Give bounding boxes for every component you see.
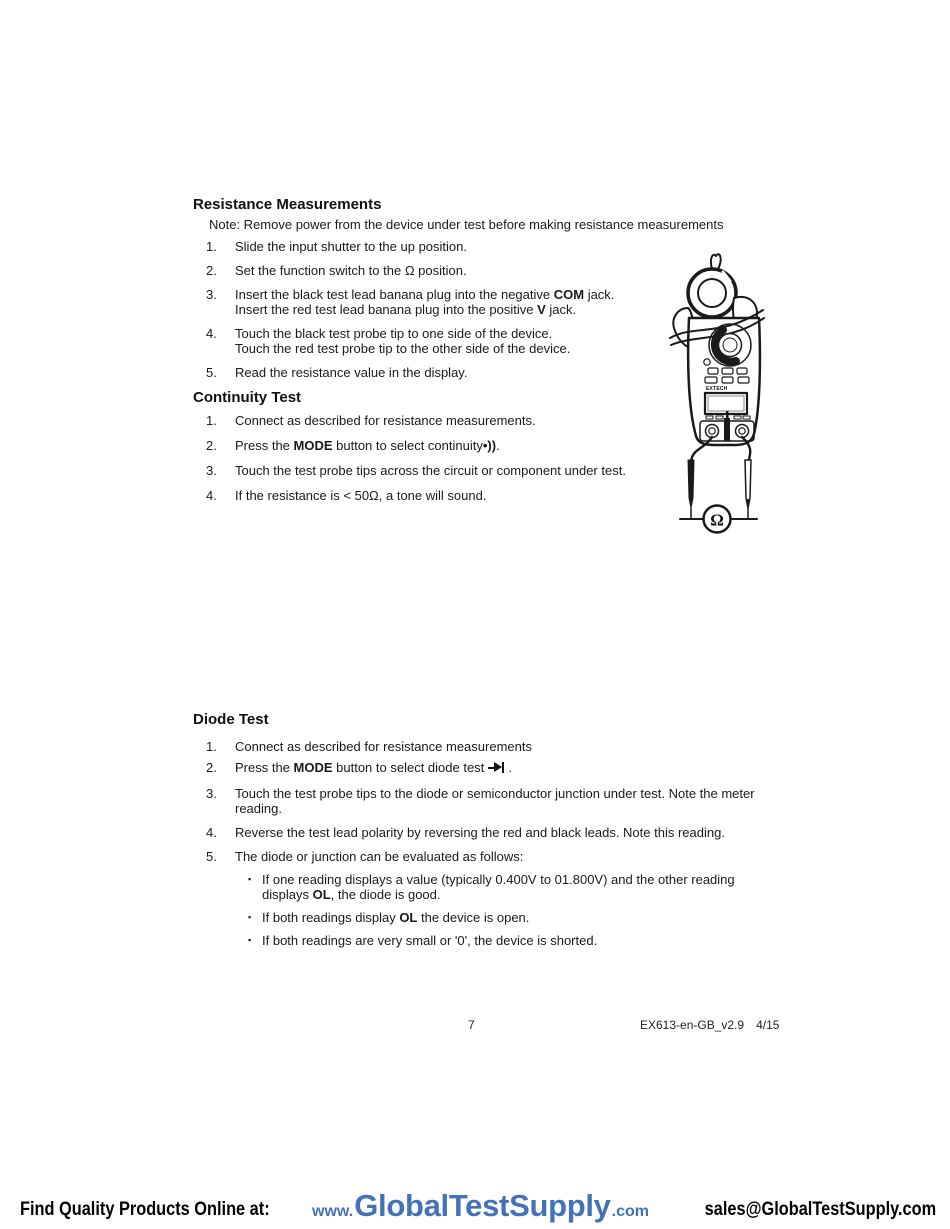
meter-brand-label: EXTECH [706, 386, 728, 392]
diode-icon [488, 762, 505, 773]
global-test-supply-link[interactable] [312, 1188, 649, 1224]
text-line [235, 739, 773, 754]
page-number: 7 [468, 1018, 475, 1032]
item-number: 2. [206, 438, 217, 453]
text-run: Insert the black test lead banana plug into the negative [235, 287, 554, 302]
bullet-item [248, 872, 773, 902]
item-number: 3. [206, 287, 217, 302]
section-diode-test [193, 712, 773, 965]
text-run: COM [553, 287, 585, 302]
url-www: www. [312, 1203, 354, 1220]
text-line [262, 887, 735, 902]
item-number: 5. [206, 365, 217, 380]
list-item [193, 849, 773, 956]
section-note: Note: Remove power from the device under test before making resistance measurements [209, 217, 724, 232]
text-run: Press the [235, 760, 294, 775]
item-text [235, 739, 773, 754]
list-item [193, 786, 773, 816]
bullet-item [248, 910, 773, 925]
bullet-marker: ▪ [248, 912, 252, 922]
text-run: OL [312, 887, 331, 902]
text-run: The diode or junction can be evaluated as follows: [235, 849, 524, 864]
text-line [262, 933, 597, 948]
text-run: Slide the input shutter to the up position. [235, 239, 467, 254]
text-run: Reverse the test lead polarity by reversing the red and black leads. Note this reading. [235, 825, 725, 840]
section-title-resistance: Resistance Measurements [193, 196, 382, 213]
bullet-text [262, 872, 735, 902]
text-run: button to select continuity [332, 438, 483, 453]
text-run: If the resistance is < 50Ω, a tone will sound. [235, 488, 487, 503]
doc-code: EX613-en-GB_v2.9 [640, 1018, 745, 1032]
black-probe [688, 460, 694, 508]
item-number: 5. [206, 849, 217, 864]
item-number: 3. [206, 786, 217, 801]
section-title-diode: Diode Test [193, 711, 269, 728]
item-text [235, 849, 773, 956]
url-brand: GlobalTestSupply [354, 1188, 611, 1223]
item-number: 1. [206, 413, 217, 428]
bullet-marker: ▪ [248, 874, 252, 884]
list-item [193, 760, 773, 775]
item-number: 2. [206, 263, 217, 278]
text-line [235, 849, 773, 864]
text-run: button to select diode test [332, 760, 488, 775]
item-number: 1. [206, 239, 217, 254]
text-run: . [504, 760, 513, 775]
text-run: , the diode is good. [330, 887, 441, 902]
bullet-marker: ▪ [248, 935, 252, 945]
text-run: MODE [293, 760, 333, 775]
list-item [193, 739, 773, 754]
text-run: Insert the red test lead banana plug into the positive [235, 302, 538, 317]
continuity-icon: •)) [482, 438, 497, 453]
bullet-text [262, 910, 529, 925]
text-run: Touch the test probe tips to the diode or semiconductor junction under test. Note the meter [235, 786, 755, 801]
clamp-meter-illustration [650, 248, 790, 540]
text-run: Touch the red test probe tip to the other side of the device. [235, 341, 571, 356]
text-line [262, 910, 529, 925]
omega-symbol: Ω [710, 510, 724, 530]
item-text [235, 825, 773, 840]
bullet-text [262, 933, 597, 948]
section-title-continuity: Continuity Test [193, 389, 302, 406]
text-run: Set the function switch to the Ω position. [235, 263, 467, 278]
bullet-list [235, 872, 773, 948]
document-reference [640, 1018, 779, 1032]
url-tld: .com [611, 1203, 649, 1220]
text-run: If one reading displays a value (typically 0.400V to 01.800V) and the other reading [262, 872, 735, 887]
item-number: 4. [206, 326, 217, 341]
item-number: 1. [206, 739, 217, 754]
text-run: reading. [235, 801, 282, 816]
diode-steps-list [193, 739, 773, 956]
text-run: Touch the black test probe tip to one side of the device. [235, 326, 553, 341]
clamp-jaw-ring [688, 269, 736, 317]
text-run: If both readings display [262, 910, 400, 925]
text-run: Connect as described for resistance measurements [235, 739, 532, 754]
item-number: 2. [206, 760, 217, 775]
list-item [193, 825, 773, 840]
text-run: jack. [545, 302, 577, 317]
text-run: If both readings are very small or '0', the device is shorted. [262, 933, 598, 948]
text-run: the device is open. [417, 910, 530, 925]
banner-left-text: Find Quality Products Online at: [20, 1199, 270, 1220]
item-text [235, 786, 773, 816]
text-run: jack. [584, 287, 615, 302]
banner-sales-email[interactable]: sales@GlobalTestSupply.com [704, 1199, 936, 1220]
item-number: 4. [206, 488, 217, 503]
text-run: Press the [235, 438, 294, 453]
item-text [235, 760, 773, 775]
text-line [235, 760, 773, 775]
text-run: MODE [293, 438, 333, 453]
text-line [262, 872, 735, 887]
text-run: displays [262, 887, 313, 902]
doc-revision: 4/15 [756, 1018, 780, 1032]
text-line [235, 801, 773, 816]
text-line [235, 825, 773, 840]
input-shutter [724, 418, 730, 441]
text-line [235, 786, 773, 801]
text-run: . [496, 438, 500, 453]
bullet-item [248, 933, 773, 948]
text-run: V [537, 302, 546, 317]
text-run: Read the resistance value in the display. [235, 365, 468, 380]
text-run: Connect as described for resistance measurements. [235, 413, 536, 428]
item-number: 4. [206, 825, 217, 840]
item-number: 3. [206, 463, 217, 478]
text-run: OL [399, 910, 418, 925]
text-run: Touch the test probe tips across the circuit or component under test. [235, 463, 626, 478]
